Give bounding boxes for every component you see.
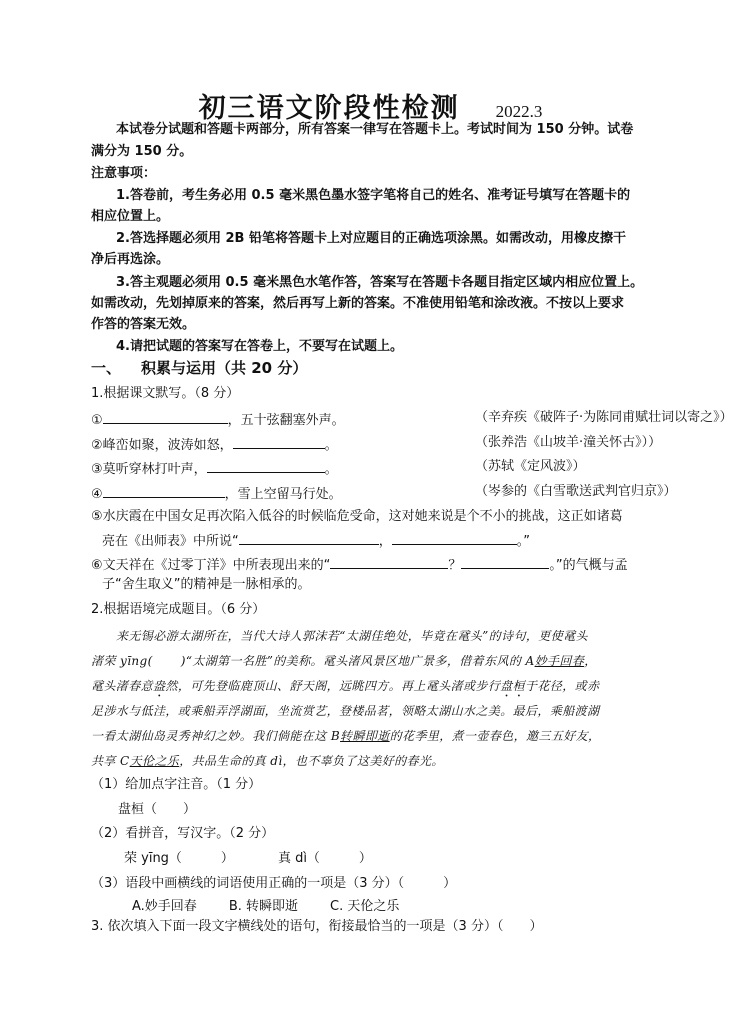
q1-l2-prefix: ②峰峦如聚，波涛如怒， bbox=[91, 438, 233, 453]
q1-line-2 bbox=[91, 434, 701, 455]
q2-passage-2 bbox=[91, 652, 701, 670]
q2-p5-a: 一看太湖仙岛灵秀神幻之妙。我们倘能在这 B bbox=[91, 729, 341, 743]
q2-p3-a: 鼋头渚春意 bbox=[91, 679, 154, 693]
notice-1b: 相应位置上。 bbox=[91, 209, 170, 224]
q1-l5-mid: ， bbox=[378, 534, 392, 549]
q1-l5-end: 。” bbox=[516, 534, 531, 549]
q2-p6-a: 共享 C bbox=[91, 754, 130, 768]
q2-dotted-huan: 桓 bbox=[512, 679, 526, 693]
notice-4: 4.请把试题的答案写在答卷上，不要写在试题上。 bbox=[116, 339, 403, 354]
q1-l5-blank-2[interactable] bbox=[392, 530, 517, 545]
notice-2a: 2.答选择题必须用 2B 铅笔将答题卡上对应题目的正确选项涂黑。如需改动，用橡皮擦干 bbox=[116, 231, 626, 246]
q2-option-a: A.妙手回春 bbox=[132, 899, 197, 914]
q1-l3-source: （苏轼《定风波》） bbox=[475, 459, 586, 474]
q2-p3-c: 于花径，或赤 bbox=[525, 679, 600, 693]
intro-line-2: 满分为 150 分。 bbox=[91, 144, 193, 159]
q1-l2-blank[interactable] bbox=[233, 434, 325, 449]
q1-l3-blank[interactable] bbox=[207, 458, 325, 473]
q1-l4-prefix: ④ bbox=[91, 487, 103, 502]
q2-passage-5 bbox=[91, 727, 701, 745]
notice-2b: 净后再选涂。 bbox=[91, 252, 170, 267]
q1-l6-prefix: ⑥文天祥在《过零丁洋》中所表现出来的“ bbox=[91, 558, 331, 573]
notice-label: 注意事项： bbox=[91, 166, 157, 181]
q1-line-4 bbox=[91, 483, 701, 504]
q2-sub-2: （2）看拼音，写汉字。（2 分） bbox=[91, 826, 275, 841]
q2-dotted-pan: 盘 bbox=[500, 679, 513, 693]
q2-p3-b: 然，可先登临鹿顶山、舒天阁，远眺四方。再上鼋头渚或步行 bbox=[165, 679, 501, 693]
q2-sub-2-item-1: 荣 yīng（ ） bbox=[124, 851, 234, 866]
q2-underlined-c: 天伦之乐 bbox=[129, 754, 180, 768]
q2-p2-c: ， bbox=[584, 654, 597, 668]
q3-stem: 3. 依次填入下面一段文字横线处的语句，衔接最恰当的一项是（3 分）（ ） bbox=[91, 919, 543, 934]
q2-stem: 2.根据语境完成题目。（6 分） bbox=[91, 602, 266, 617]
q2-p2-b: )“太湖第一名胜”的美称。鼋头渚风景区地广景多，借着东风的 A bbox=[180, 654, 535, 668]
q2-underlined-b: 转瞬即逝 bbox=[340, 729, 390, 743]
q2-sub-2-items bbox=[124, 850, 701, 868]
q1-l1-text: ，五十弦翻塞外声。 bbox=[227, 413, 345, 428]
q1-stem: 1.根据课文默写。（8 分） bbox=[91, 386, 240, 401]
q1-l2-source: （张养浩《山坡羊·潼关怀古》）） bbox=[475, 435, 662, 450]
q2-dotted-ang: 盎 bbox=[153, 679, 166, 693]
q1-l3-prefix: ③莫听穿林打叶声， bbox=[91, 462, 207, 477]
notice-3a: 3.答主观题必须用 0.5 毫米黑色水笔作答，答案写在答题卡各题目指定区域内相应位置上。 bbox=[116, 275, 644, 290]
q1-line-5a: ⑤水庆霞在中国女足再次陷入低谷的时候临危受命，这对她来说是个不小的挑战，这正如诸葛 bbox=[91, 509, 623, 524]
q2-sub-1: （1）给加点字注音。（1 分） bbox=[91, 777, 262, 792]
q1-l2-text: 。 bbox=[324, 438, 338, 453]
q2-sub-3: （3）语段中画横线的词语使用正确的一项是（3 分）（ ） bbox=[91, 876, 457, 891]
q2-passage-4: 足涉水与低洼，或乘船弄浮湖面，坐流赏艺，登楼品茗，领略太湖山水之美。最后，乘船渡湖 bbox=[91, 704, 600, 718]
exam-date: 2022.3 bbox=[495, 102, 543, 121]
q1-l4-blank[interactable] bbox=[103, 483, 225, 498]
q1-l6-mid: ？ bbox=[448, 558, 462, 573]
q2-p6-b: ，共品生命的真 dì，也不辜负了这美好的春光。 bbox=[179, 754, 444, 768]
section-1-heading bbox=[91, 359, 701, 377]
title-text: 初三语文阶段性检测 bbox=[198, 93, 460, 124]
q1-line-1 bbox=[91, 409, 733, 430]
q2-p2-a: 渚荣 yīng( bbox=[91, 654, 153, 668]
q1-l1-prefix: ① bbox=[91, 413, 103, 428]
q2-passage-3 bbox=[91, 677, 701, 700]
notice-1a: 1.答卷前，考生务必用 0.5 毫米黑色墨水签字笔将自己的姓名、准考证号填写在答题卡的 bbox=[116, 188, 631, 203]
notice-3c: 作答的答案无效。 bbox=[91, 317, 196, 332]
q2-sub-2-item-2: 真 dì（ ） bbox=[277, 851, 372, 866]
q2-p5-b: 的花季里，煮一壶春色，邀三五好友， bbox=[389, 729, 601, 743]
exam-title bbox=[0, 86, 741, 125]
q2-passage-6 bbox=[91, 752, 701, 770]
q2-option-c: C. 天伦之乐 bbox=[330, 899, 400, 914]
q1-l1-blank[interactable] bbox=[103, 409, 228, 424]
q1-l5-blank-1[interactable] bbox=[239, 530, 379, 545]
q1-line-5b bbox=[102, 530, 701, 551]
q1-l4-source: （岑参的《白雪歌送武判官归京》） bbox=[475, 484, 677, 499]
q1-l3-text: 。 bbox=[324, 462, 338, 477]
q1-line-6b: 子“舍生取义”的精神是一脉相承的。 bbox=[102, 577, 311, 592]
notice-3b: 如需改动，先划掉原来的答案，然后再写上新的答案。不准使用铅笔和涂改液。不按以上要求 bbox=[91, 296, 625, 311]
section-1-title: 积累与运用（共 20 分） bbox=[141, 359, 308, 377]
q2-options bbox=[132, 898, 701, 916]
q1-l6-blank-2[interactable] bbox=[461, 554, 549, 569]
q2-sub-1-item: 盘桓（ ） bbox=[118, 802, 197, 817]
intro-line-1: 本试卷分试题和答题卡两部分，所有答案一律写在答题卡上。考试时间为 150 分钟。试卷 bbox=[116, 122, 634, 137]
section-1-number: 一、 bbox=[91, 359, 122, 377]
q1-line-3 bbox=[91, 458, 701, 479]
q2-passage-1: 来无锡必游太湖所在，当代大诗人郭沫若“太湖佳绝处，毕竟在鼋头”的诗句，更使鼋头 bbox=[116, 629, 588, 643]
q1-l4-text: ，雪上空留马行处。 bbox=[224, 487, 342, 502]
q1-l6-end: 。”的气概与孟 bbox=[549, 558, 628, 573]
q2-underlined-a: 妙手回春 bbox=[534, 654, 585, 668]
q1-l6-blank-1[interactable] bbox=[330, 554, 448, 569]
q1-l5-prefix: 亮在《出师表》中所说“ bbox=[102, 534, 239, 549]
q2-option-b: B. 转瞬即逝 bbox=[228, 899, 298, 914]
q1-l1-source: （辛弃疾《破阵子·为陈同甫赋壮词以寄之》） bbox=[475, 410, 733, 425]
q1-line-6a bbox=[91, 554, 701, 575]
